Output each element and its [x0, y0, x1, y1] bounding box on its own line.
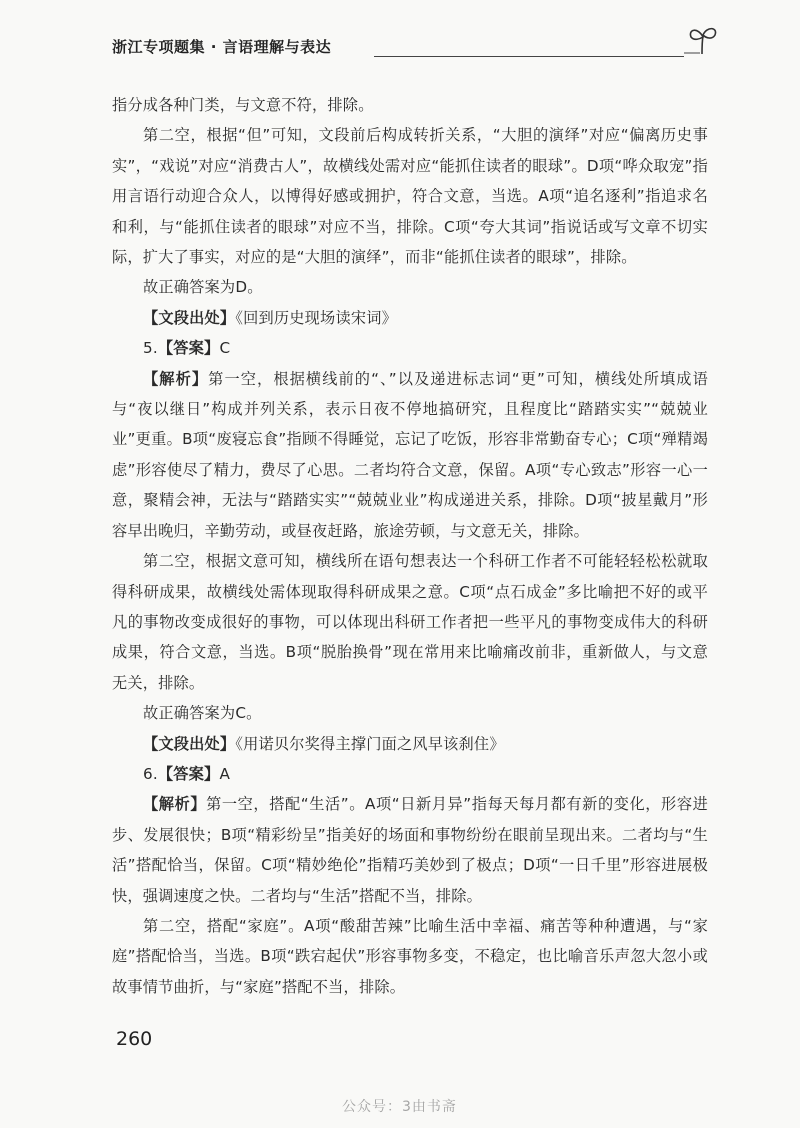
source-label: 【文段出处】 — [143, 308, 236, 327]
analysis-paragraph: 第二空，搭配“家庭”。A项“酸甜苦辣”比喻生活中幸福、痛苦等种种遭遇，与“家庭”搭配恰当，当选。B项“跌宕起伏”形容事物多变，不稳定，也比喻音乐声忽大忽小或故事情节曲折，与“家庭”搭配不当，排除。 — [112, 916, 708, 996]
conclusion: 故正确答案为C。 — [143, 704, 262, 723]
analysis-text: 第一空，搭配“生活”。A项“日新月异”指每天每月都有新的变化，形容进步、发展很快；B项“精彩纷呈”指美好的场面和事物纷纷在眼前呈现出来。二者均与“生活”搭配恰当，保留。C项“精妙绝伦”指精巧美妙到了极点；D项“一日千里”形容进展极快，强调速度之快。二者均与“生活”搭配不当，排除。 — [112, 795, 708, 905]
analysis-text: 第一空，根据横线前的“、”以及递进标志词“更”可知，横线处所填成语与“夜以继日”构成并列关系，表示日夜不停地搞研究，且程度比“踏踏实实”“兢兢业业”更重。B项“废寝忘食”指顾不得睡觉，忘记了吃饭，形容非常勤奋专心；C项“殚精竭虑”形容使尽了精力，费尽了心思。二者均符合文意，保留。A项“专心致志”形容一心一意，聚精会神，无法与“踏踏实实”“兢兢业业”构成递进关系，排除。D项“披星戴月”形容早出晚归，辛勤劳动，或昼夜赶路，旅途劳顿，与文意无关，排除。 — [112, 369, 708, 540]
analysis-paragraph — [112, 364, 708, 546]
analysis-paragraph — [112, 789, 708, 911]
answer-label: 【答案】 — [157, 339, 220, 358]
source-line — [112, 303, 708, 333]
answer-line — [112, 759, 708, 789]
source-title: 《用诺贝尔奖得主撑门面之风早该刹住》 — [235, 734, 505, 753]
answer-value: A — [219, 764, 231, 783]
answer-value: C — [219, 339, 231, 358]
header-title: 浙江专项题集 · 言语理解与表达 — [112, 38, 332, 56]
answer-explanation-body — [112, 90, 708, 1002]
question-number: 6. — [143, 764, 158, 783]
analysis-label: 【解析】 — [143, 369, 209, 388]
source-label: 【文段出处】 — [143, 734, 236, 753]
paragraph: 指分成各种门类，与文意不符，排除。 — [112, 96, 374, 114]
answer-line — [112, 333, 708, 363]
analysis-paragraph: 第二空，根据文意可知，横线所在语句想表达一个科研工作者不可能轻轻松松就取得科研成果，故横线处需体现取得科研成果之意。C项“点石成金”多比喻把不好的或平凡的事物改变成很好的事物，可以体现出科研工作者把一些平凡的事物变成伟大的科研成果，符合文意，当选。B项“脱胎换骨”现在常用来比喻痛改前非，重新做人，与文意无关，排除。 — [112, 552, 708, 692]
page-number: 260 — [116, 1028, 153, 1050]
question-number: 5. — [143, 339, 158, 358]
answer-label: 【答案】 — [157, 764, 220, 783]
page-header — [112, 24, 724, 60]
paragraph: 第二空，根据“但”可知，文段前后构成转折关系，“大胆的演绎”对应“偏离历史事实”，“戏说”对应“消费古人”，故横线处需对应“能抓住读者的眼球”。D项“哗众取宠”指用言语行动迎合众人，以博得好感或拥护，符合文意，当选。A项“追名逐利”指追求名和利，与“能抓住读者的眼球”对应不当，排除。C项“夸大其词”指说话或写文章不切实际，扩大了事实，对应的是“大胆的演绎”，而非“能抓住读者的眼球”，排除。 — [112, 126, 708, 267]
analysis-label: 【解析】 — [143, 795, 207, 814]
source-title: 《回到历史现场读宋词》 — [235, 308, 397, 327]
sprout-icon — [682, 26, 724, 60]
header-rule — [374, 56, 684, 57]
watermark-stamp: 公众号：3由书斋 — [342, 1099, 457, 1115]
conclusion: 故正确答案为D。 — [143, 278, 263, 297]
source-line — [112, 729, 708, 759]
